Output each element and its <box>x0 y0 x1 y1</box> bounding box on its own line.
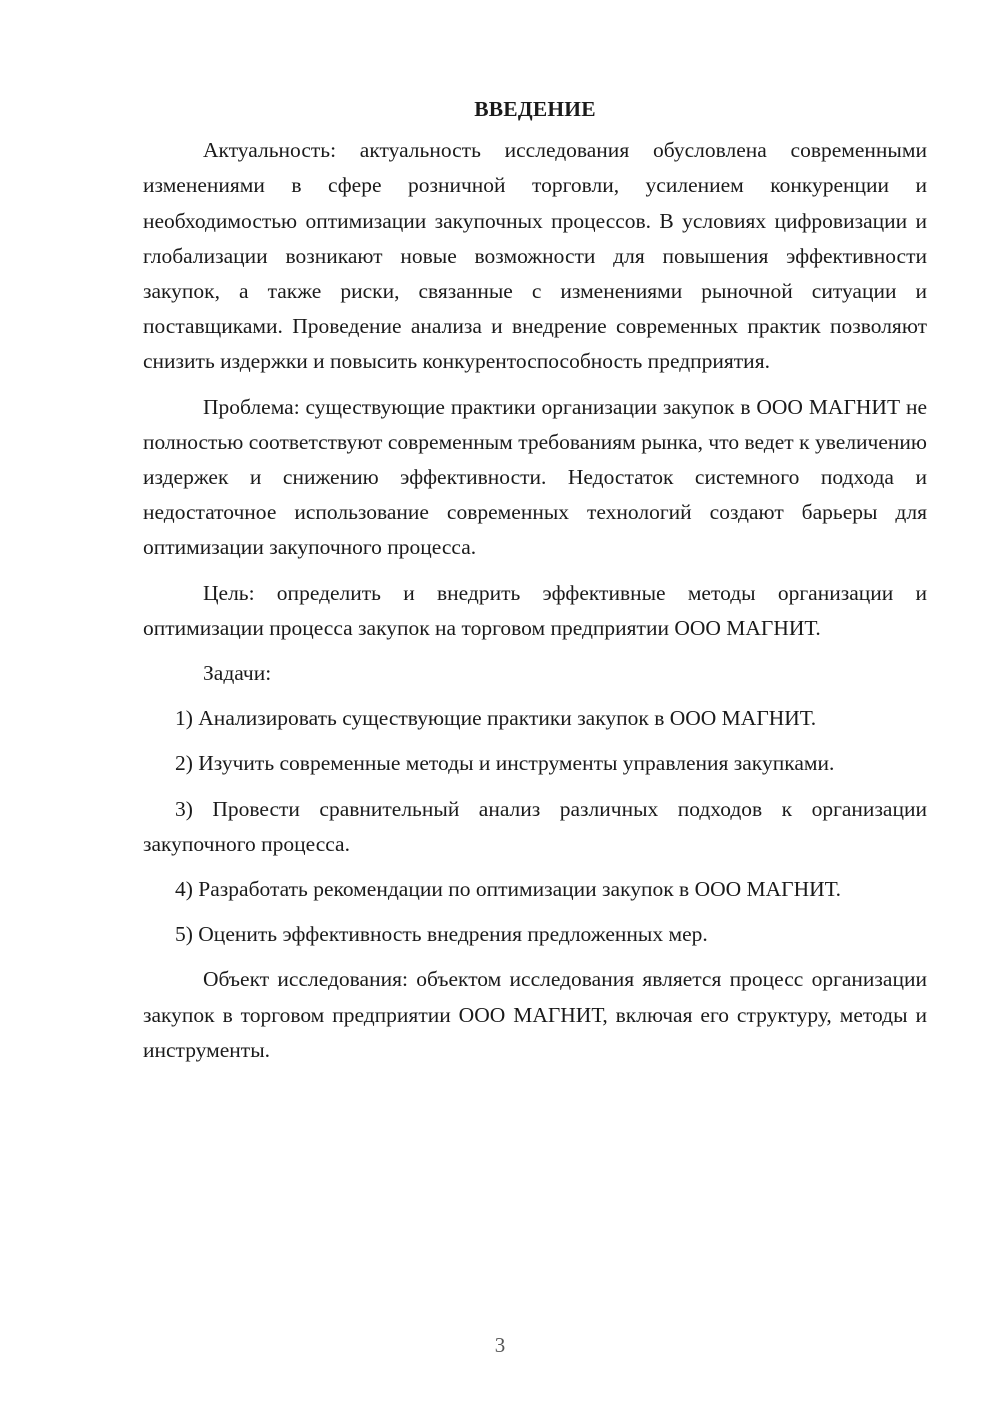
goal-paragraph: Цель: определить и внедрить эффективные методы организации и оптимизации процесса закупок на торговом предприятии ООО МАГНИТ. <box>143 580 927 640</box>
relevance-paragraph: Актуальность: актуальность исследования обусловлена современными изменениями в сфере розничной торговли, усилением конкуренции и необходимостью оптимизации закупочных процессов. В условиях цифровизации и глобализации возникают новые возможности для повышения эффективности закупок, а также риски, связанные с изменениями рыночной ситуации и поставщиками. Проведение анализа и внедрение современных практик позволяют снизить издержки и повысить конкурентоспособность предприятия. <box>143 138 927 374</box>
page-content <box>143 92 927 1078</box>
task-item: 2) Изучить современные методы и инструменты управления закупками. <box>175 751 835 776</box>
tasks-label: Задачи: <box>203 661 272 686</box>
problem-paragraph: Проблема: существующие практики организации закупок в ООО МАГНИТ не полностью соответствуют современным требованиям рынка, что ведет к увеличению издержек и снижению эффективности. Недостаток системного подхода и недостаточное использование современных технологий создают барьеры для оптимизации закупочного процесса. <box>143 394 927 560</box>
page-number: 3 <box>494 1333 506 1357</box>
section-heading: ВВЕДЕНИЕ <box>474 97 596 121</box>
task-item: 1) Анализировать существующие практики закупок в ООО МАГНИТ. <box>175 706 817 731</box>
task-item: 4) Разработать рекомендации по оптимизации закупок в ООО МАГНИТ. <box>175 877 842 902</box>
task-item: 5) Оценить эффективность внедрения предложенных мер. <box>175 922 708 947</box>
task-item: 3) Провести сравнительный анализ различных подходов к организации закупочного процесса. <box>143 796 927 856</box>
object-paragraph: Объект исследования: объектом исследования является процесс организации закупок в торговом предприятии ООО МАГНИТ, включая его структуру, методы и инструменты. <box>143 967 927 1062</box>
